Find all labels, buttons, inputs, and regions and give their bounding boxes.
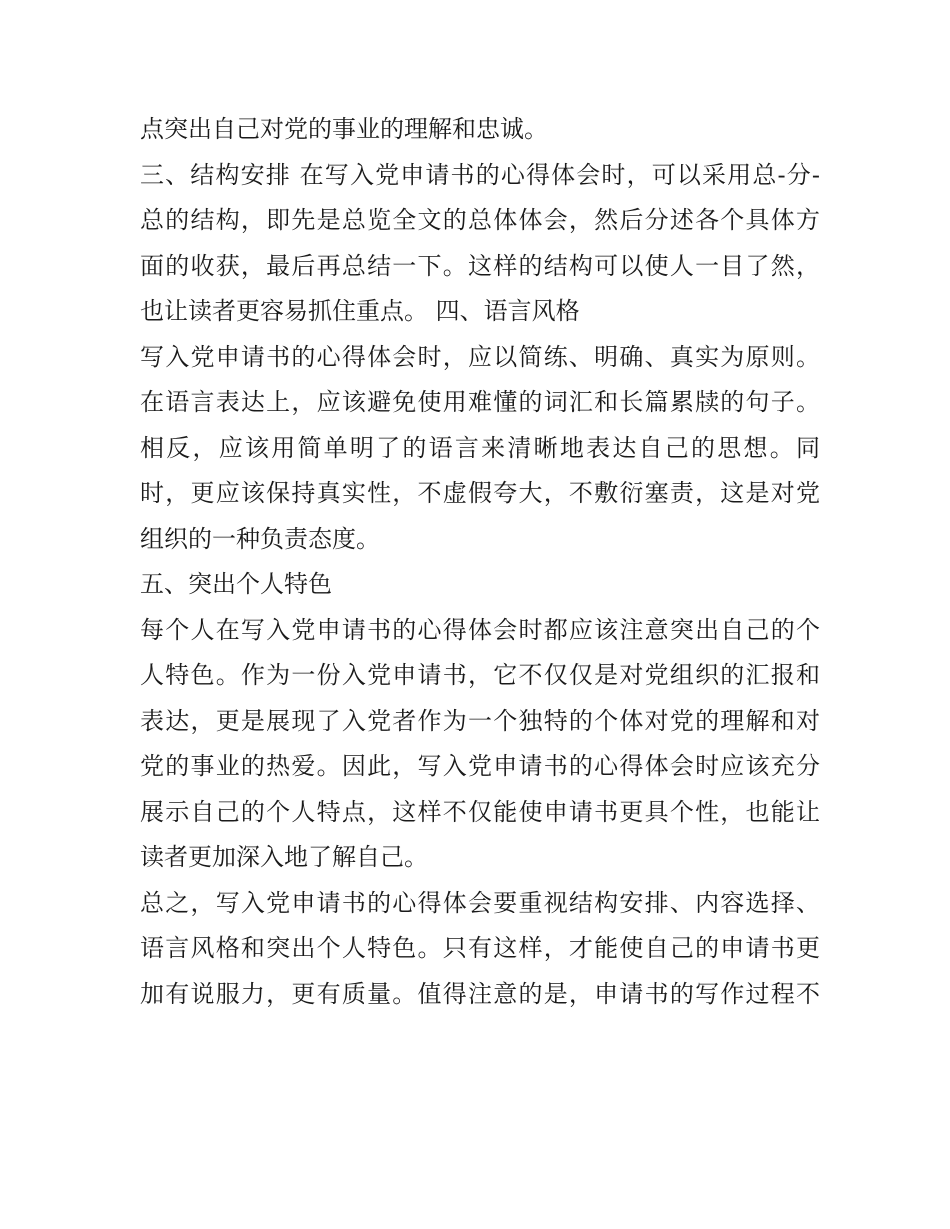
text-line-2: 三、结构安排 在写入党申请书的心得体会时，可以采用总-分-: [140, 160, 820, 189]
text-line-12: 每个人在写入党申请书的心得体会时都应该注意突出自己的个: [140, 615, 820, 644]
text-line-20: 加有说服力，更有质量。值得注意的是，申请书的写作过程不: [140, 979, 820, 1008]
text-line-18: 总之，写入党申请书的心得体会要重视结构安排、内容选择、: [140, 888, 820, 917]
text-line-3: 总的结构，即先是总览全文的总体体会，然后分述各个具体方: [140, 206, 820, 234]
text-line-16: 展示自己的个人特点，这样不仅能使申请书更具个性，也能让: [140, 797, 820, 826]
text-line-5: 也让读者更容易抓住重点。 四、语言风格: [140, 297, 580, 325]
text-line-4: 面的收获，最后再总结一下。这样的结构可以使人一目了然，: [140, 251, 820, 280]
text-line-10: 组织的一种负责态度。: [140, 524, 380, 553]
text-line-19: 语言风格和突出个人特色。只有这样，才能使自己的申请书更: [140, 934, 820, 962]
text-line-9: 时，更应该保持真实性，不虚假夸大，不敷衍塞责，这是对党: [140, 479, 820, 507]
text-line-1: 点突出自己对党的事业的理解和忠诚。: [140, 115, 548, 143]
text-line-13: 人特色。作为一份入党申请书，它不仅仅是对党组织的汇报和: [140, 661, 820, 689]
text-line-6: 写入党申请书的心得体会时，应以简练、明确、真实为原则。: [140, 342, 820, 371]
document-body: [140, 107, 820, 1017]
text-line-15: 党的事业的热爱。因此，写入党申请书的心得体会时应该充分: [140, 752, 820, 780]
text-line-14: 表达，更是展现了入党者作为一个独特的个体对党的理解和对: [140, 706, 820, 735]
section-heading-5: 五、突出个人特色: [140, 570, 332, 598]
text-line-7: 在语言表达上，应该避免使用难懂的词汇和长篇累牍的句子。: [140, 388, 820, 416]
text-line-8: 相反，应该用简单明了的语言来清晰地表达自己的思想。同: [140, 433, 820, 462]
text-line-17: 读者更加深入地了解自己。: [140, 843, 428, 871]
